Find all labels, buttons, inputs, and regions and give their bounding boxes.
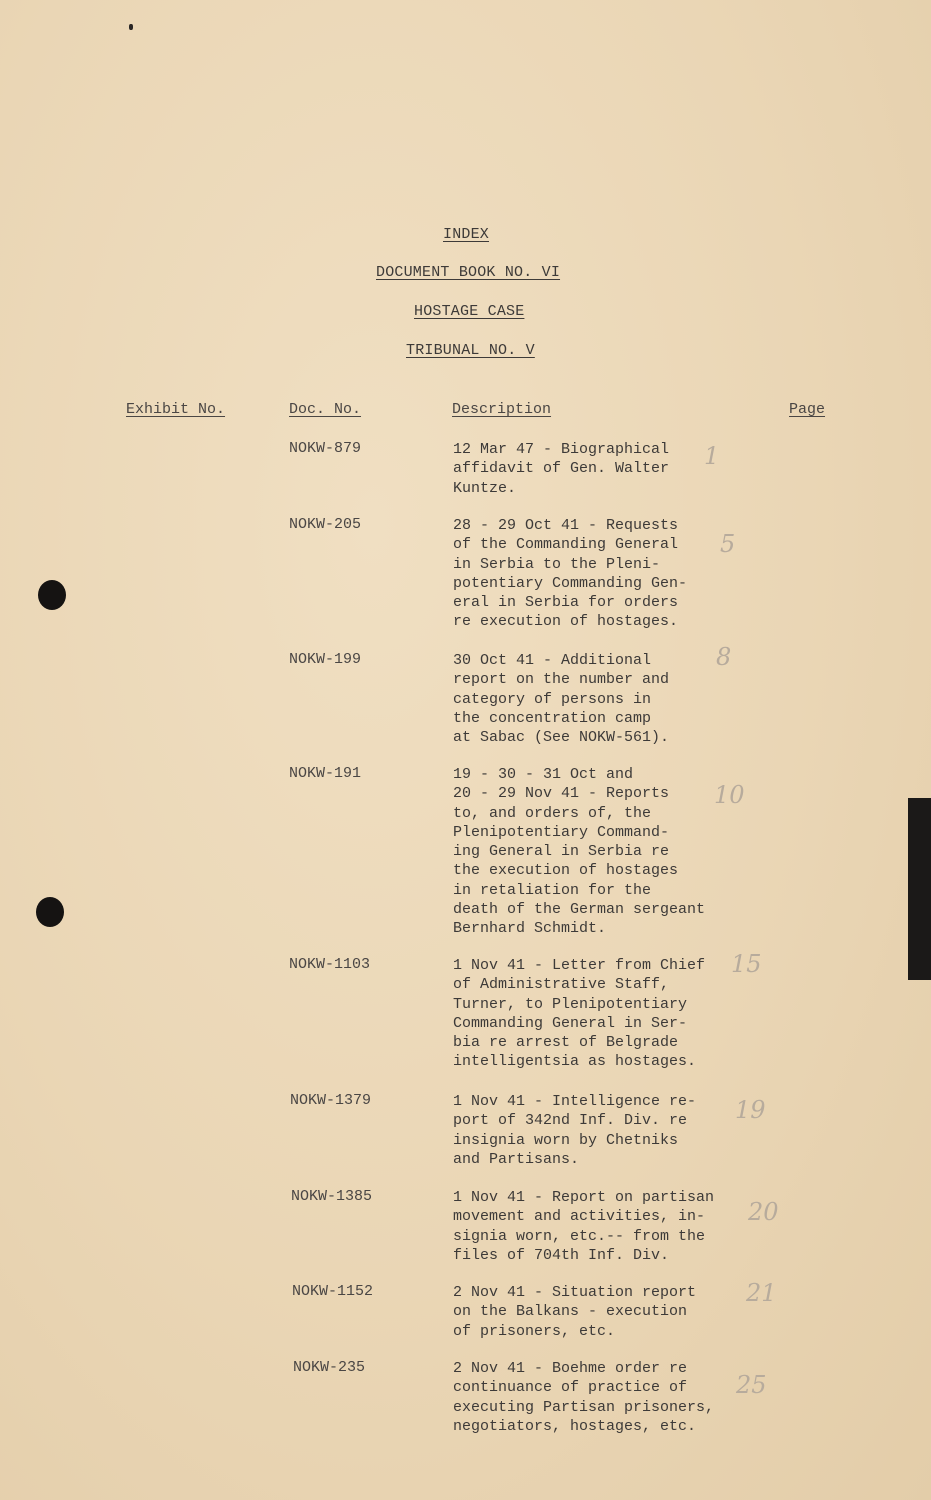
entry-description: 19 - 30 - 31 Oct and 20 - 29 Nov 41 - Reports to, and orders of, the Plenipotentiary Command- ing General in Serbia re the execution of hostages in retaliation for the death of the German sergeant Bernhard Schmidt.: [453, 766, 706, 938]
doc-number: NOKW-191: [289, 765, 362, 782]
doc-number: NOKW-205: [289, 516, 362, 533]
doc-number: NOKW-235: [293, 1359, 366, 1376]
page-number: 15: [731, 950, 762, 978]
document-book-title: DOCUMENT BOOK NO. VI: [376, 264, 561, 281]
entry-description: 30 Oct 41 - Additional report on the number and category of persons in the concentration camp at Sabac (See NOKW-561).: [453, 652, 670, 747]
entry-description: 2 Nov 41 - Boehme order re continuance of practice of executing Partisan prisoners, negotiators, hostages, etc.: [453, 1360, 715, 1435]
column-header-page: Page: [789, 401, 826, 418]
ink-speck: [129, 24, 133, 30]
entry-description: 28 - 29 Oct 41 - Requests of the Commanding General in Serbia to the Pleni- potentiary Commanding Gen- eral in Serbia for orders re execution of hostages.: [453, 517, 688, 631]
entry-description: 1 Nov 41 - Report on partisan movement and activities, in- signia worn, etc.-- from the files of 704th Inf. Div.: [453, 1189, 715, 1264]
page-number: 19: [735, 1096, 766, 1124]
column-header-description: Description: [452, 401, 552, 418]
page-number: 10: [714, 781, 745, 809]
page-number: 5: [720, 530, 736, 558]
doc-number: NOKW-1103: [289, 956, 371, 973]
tribunal-title: TRIBUNAL NO. V: [406, 342, 535, 359]
index-title: INDEX: [443, 226, 490, 243]
column-header-exhibit: Exhibit No.: [126, 401, 226, 418]
entry-description: 1 Nov 41 - Letter from Chief of Administrative Staff, Turner, to Plenipotentiary Commanding General in Ser- bia re arrest of Belgrade intelligentsia as hostages.: [453, 957, 706, 1071]
case-title: HOSTAGE CASE: [414, 303, 525, 320]
doc-number: NOKW-1385: [291, 1188, 373, 1205]
page-number: 1: [704, 442, 720, 470]
page-number: 20: [748, 1198, 779, 1226]
doc-number: NOKW-1152: [292, 1283, 374, 1300]
punch-hole: [36, 897, 64, 927]
doc-number: NOKW-879: [289, 440, 362, 457]
doc-number: NOKW-199: [289, 651, 362, 668]
entry-description: 1 Nov 41 - Intelligence re- port of 342nd Inf. Div. re insignia worn by Chetniks and Partisans.: [453, 1093, 697, 1168]
doc-number: NOKW-1379: [290, 1092, 372, 1109]
entry-description: 12 Mar 47 - Biographical affidavit of Gen. Walter Kuntze.: [453, 441, 670, 497]
page-number: 21: [746, 1279, 777, 1307]
entry-description: 2 Nov 41 - Situation report on the Balkans - execution of prisoners, etc.: [453, 1284, 697, 1340]
column-header-doc: Doc. No.: [289, 401, 362, 418]
edge-mark: [908, 798, 931, 980]
page-number: 25: [736, 1371, 767, 1399]
punch-hole: [38, 580, 66, 610]
page-number: 8: [716, 643, 732, 671]
